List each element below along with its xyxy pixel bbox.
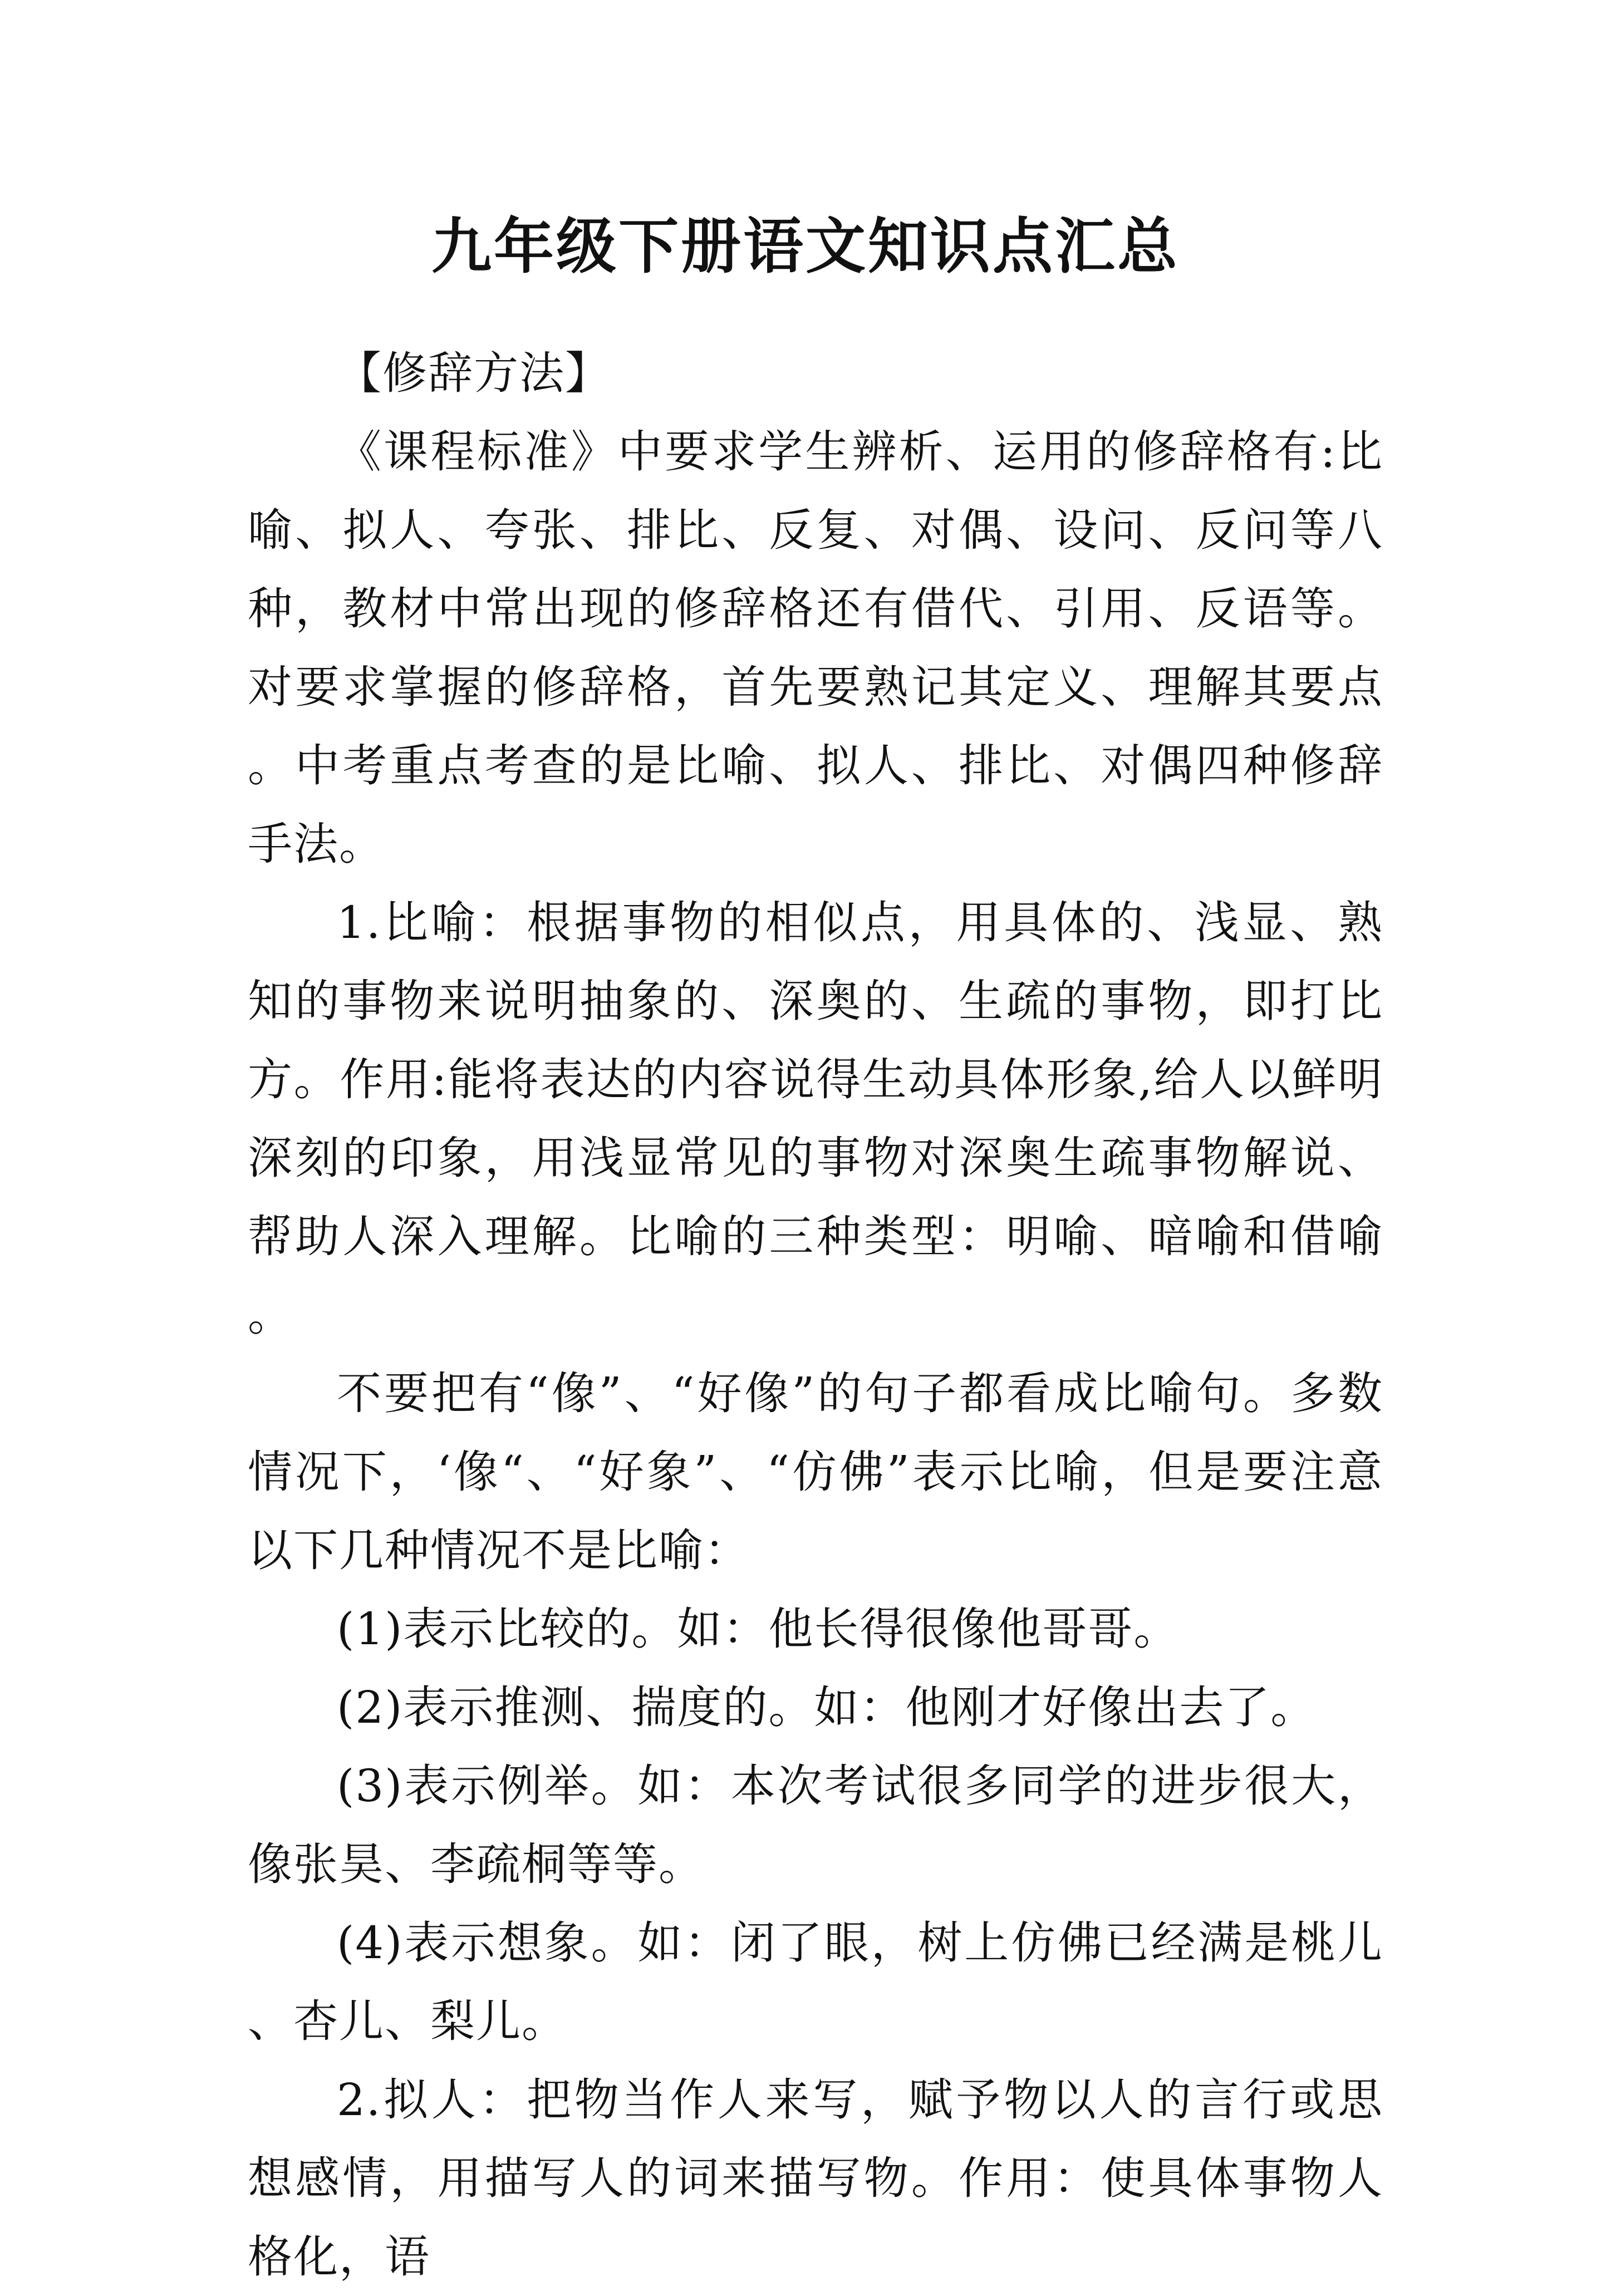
list-item-example: (3)表示例举。如：本次考试很多同学的进步很大，像张昊、李疏桐等等。 (248, 1760, 1383, 1890)
list-item-imagination: (4)表示想象。如：闭了眼，树上仿佛已经满是桃儿、杏儿、梨儿。 (248, 1917, 1383, 2047)
paragraph-metaphor: 1.比喻：根据事物的相似点，用具体的、浅显、熟知的事物来说明抽象的、深奥的、生疏的事物，即打比方。作用:能将表达的内容说得生动具体形象,给人以鲜明深刻的印象，用浅显常见的事物对深奥生疏事物解说、帮助人深入理解。比喻的三种类型：明喻、暗喻和借喻。 (248, 897, 1383, 1341)
paragraph-not-metaphor: 不要把有“像”、“好像”的句子都看成比喻句。多数情况下，‘像“、“好象”、“仿佛”表示比喻，但是要注意以下几种情况不是比喻： (248, 1368, 1383, 1576)
document-title: 九年级下册语文知识点汇总 (431, 212, 1180, 282)
list-item-speculation: (2)表示推测、揣度的。如：他刚才好像出去了。 (337, 1682, 1317, 1733)
paragraph-personification: 2.拟人：把物当作人来写，赋予物以人的言行或思想感情，用描写人的词来描写物。作用：使具体事物人格化，语 (248, 2074, 1383, 2283)
list-item-comparison: (1)表示比较的。如：他长得很像他哥哥。 (337, 1603, 1180, 1655)
paragraph-intro: 《课程标准》中要求学生辨析、运用的修辞格有:比喻、拟人、夸张、排比、反复、对偶、设问、反问等八种，教材中常出现的修辞格还有借代、引用、反语等。对要求掌握的修辞格，首先要熟记其定义、理解其要点。中考重点考查的是比喻、拟人、排比、对偶四种修辞手法。 (248, 426, 1383, 870)
section-heading-rhetoric: 【修辞方法】 (337, 347, 611, 399)
document-body (248, 334, 1383, 2296)
